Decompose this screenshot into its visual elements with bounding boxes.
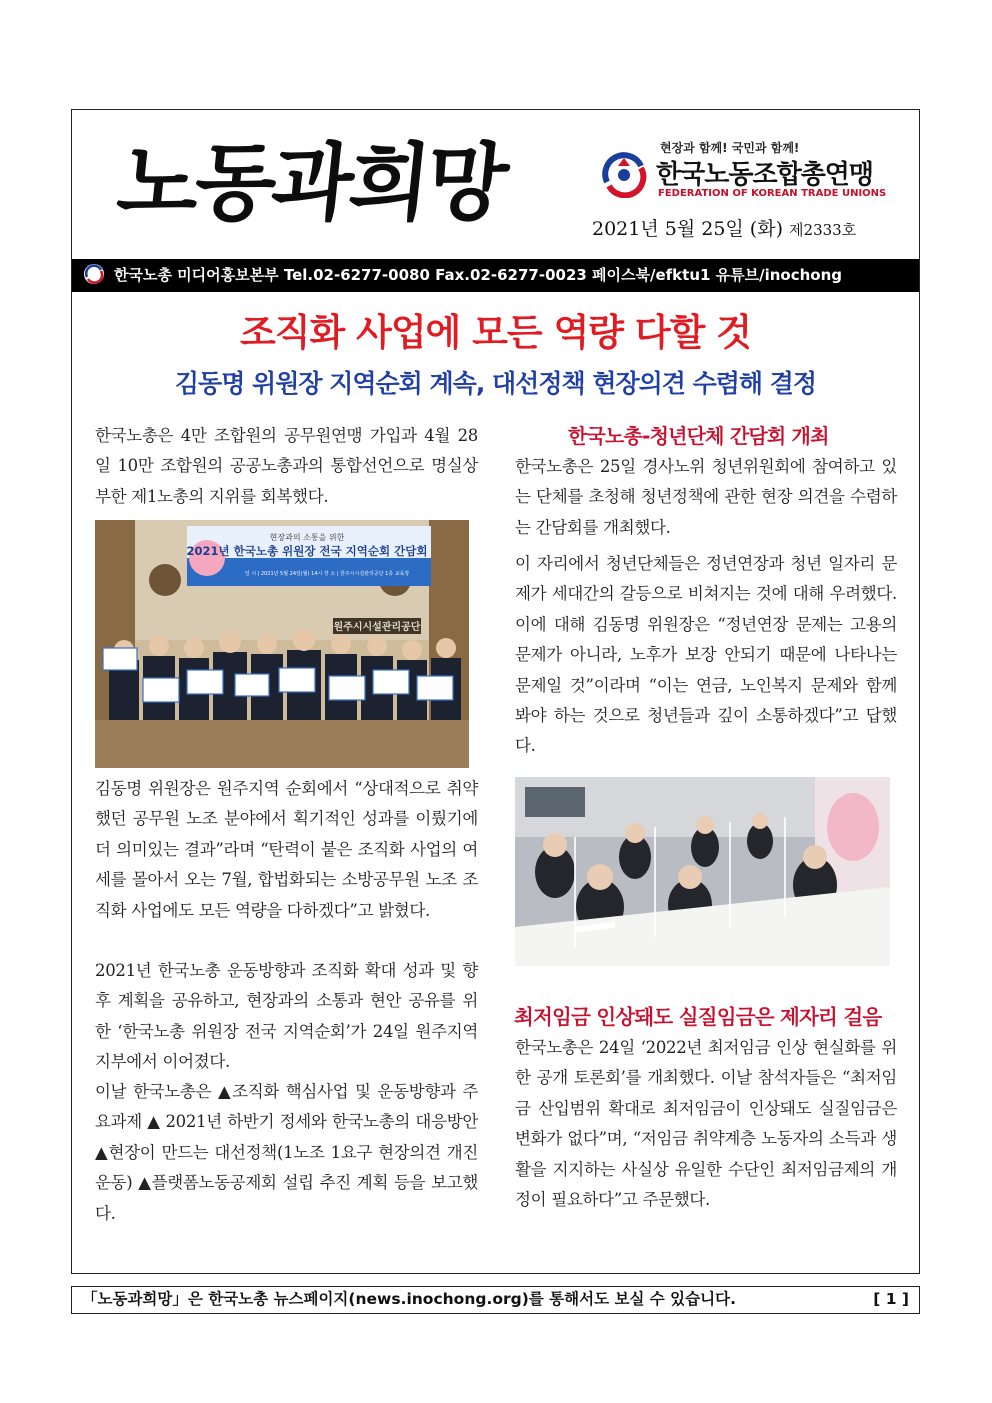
contact-bar	[72, 259, 919, 292]
article-paragraph: 이 자리에서 청년단체들은 정년연장과 청년 일자리 문제가 세대간의 갈등으로 비쳐지는 것에 대해 우려했다. 이에 대해 김동명 위원장은 “정년연장 문제는 고용의 문제가 아니라, 노후가 보장 안되기 때문에 나타나는 문제일 것”이라며 “이는 연금, 노인복지 문제와 함께 봐야 하는 것으로 청년들과 깊이 소통하겠다”고 답했다.	[515, 554, 897, 756]
masthead-title: 노동과희망	[112, 133, 509, 232]
issue-date: 2021년 5월 25일 (화)	[592, 218, 790, 240]
article-paragraph: 한국노총은 4만 조합원의 공무원연맹 가입과 4월 28일 10만 조합원의 공공노총과의 통합선언으로 명실상부한 제1노총의 지위를 회복했다.	[95, 426, 478, 506]
article-paragraph: 2021년 한국노총 운동방향과 조직화 확대 성과 및 향후 계획을 공유하고, 현장과의 소통과 현안 공유를 위한 ‘한국노총 위원장 전국 지역순회’가 24일 원주지역지부에서 이어졌다.	[95, 961, 478, 1072]
section-title-minimum-wage: 최저임금 인상돼도 실질임금은 제자리 걸음	[514, 1005, 882, 1029]
photo-youth-meeting	[515, 777, 890, 966]
article-paragraph: 이날 한국노총은 ▲조직화 핵심사업 및 운동방향과 주요과제 ▲ 2021년 하반기 정세와 한국노총의 대응방안 ▲현장이 만드는 대선정책(1노조 1요구 현장의견 개진운동) ▲플랫폼노동공제회 설립 추진 계획 등을 보고했다.	[95, 1082, 478, 1223]
org-name-english: FEDERATION OF KOREAN TRADE UNIONS	[658, 188, 887, 199]
masthead-slogan: 현장과 함께! 국민과 함께!	[660, 141, 800, 155]
article-paragraph: 한국노총은 25일 경사노위 청년위원회에 참여하고 있는 단체를 초청해 청년정책에 관한 현장 의견을 수렴하는 간담회를 개최했다.	[515, 457, 897, 537]
article-paragraph: 한국노총은 24일 ‘2022년 최저임금 인상 현실화를 위한 공개 토론회’를 개최했다. 이날 참석자들은 “최저임금 산입범위 확대로 최저임금이 인상돼도 실질임금은 변화가 없다”며, “저임금 취약계층 노동자의 소득과 생활을 지지하는 사실상 유일한 수단인 최저임금제의 개정이 필요하다”고 주문했다.	[515, 1038, 897, 1210]
issue-date-line	[592, 214, 856, 241]
fktu-logo-icon	[601, 152, 647, 198]
headline: 조직화 사업에 모든 역량 다할 것	[239, 311, 752, 354]
article-paragraph: 김동명 위원장은 원주지역 순회에서 “상대적으로 취약했던 공무원 노조 분야에서 획기적인 성과를 이뤘기에 더 의미있는 결과”라며 “탄력이 붙은 조직화 사업의 여세를 몰아서 오는 7월, 합법화되는 소방공무원 노조 조직화 사업에도 모든 역량을 다하겠다”고 밝혔다.	[95, 779, 478, 920]
org-name: 한국노동조합총연맹	[656, 160, 874, 190]
banner-sub-text: 일 시 | 2021년 5월 24일(월) 14시 장 소 | 원주시시설관리공단 1층 교육장	[244, 571, 410, 577]
photo-meeting-group	[95, 520, 469, 768]
section-title-youth-meeting: 한국노총-청년단체 간담회 개최	[568, 424, 829, 448]
issue-number: 제2333호	[789, 221, 857, 239]
fktu-mini-logo-icon	[84, 264, 104, 284]
contact-info: 한국노총 미디어홍보본부 Tel.02-6277-0080 Fax.02-6277-0023 페이스북/efktu1 유튜브/inochong	[114, 266, 843, 284]
subheadline: 김동명 위원장 지역순회 계속, 대선정책 현장의견 수렴해 결정	[174, 369, 817, 398]
page-number: [ 1 ]	[873, 1290, 909, 1308]
banner-small-text: 현장과의 소통을 위한	[269, 533, 345, 542]
footer-bar	[71, 1286, 920, 1314]
banner-title-text: 2021년 한국노총 위원장 전국 지역순회 간담회	[186, 544, 428, 558]
wall-sign-text: 원주시시설관리공단	[333, 622, 421, 633]
footer-message: 「노동과희망」은 한국노총 뉴스페이지(news.inochong.org)를 통해서도 보실 수 있습니다.	[82, 1290, 736, 1308]
